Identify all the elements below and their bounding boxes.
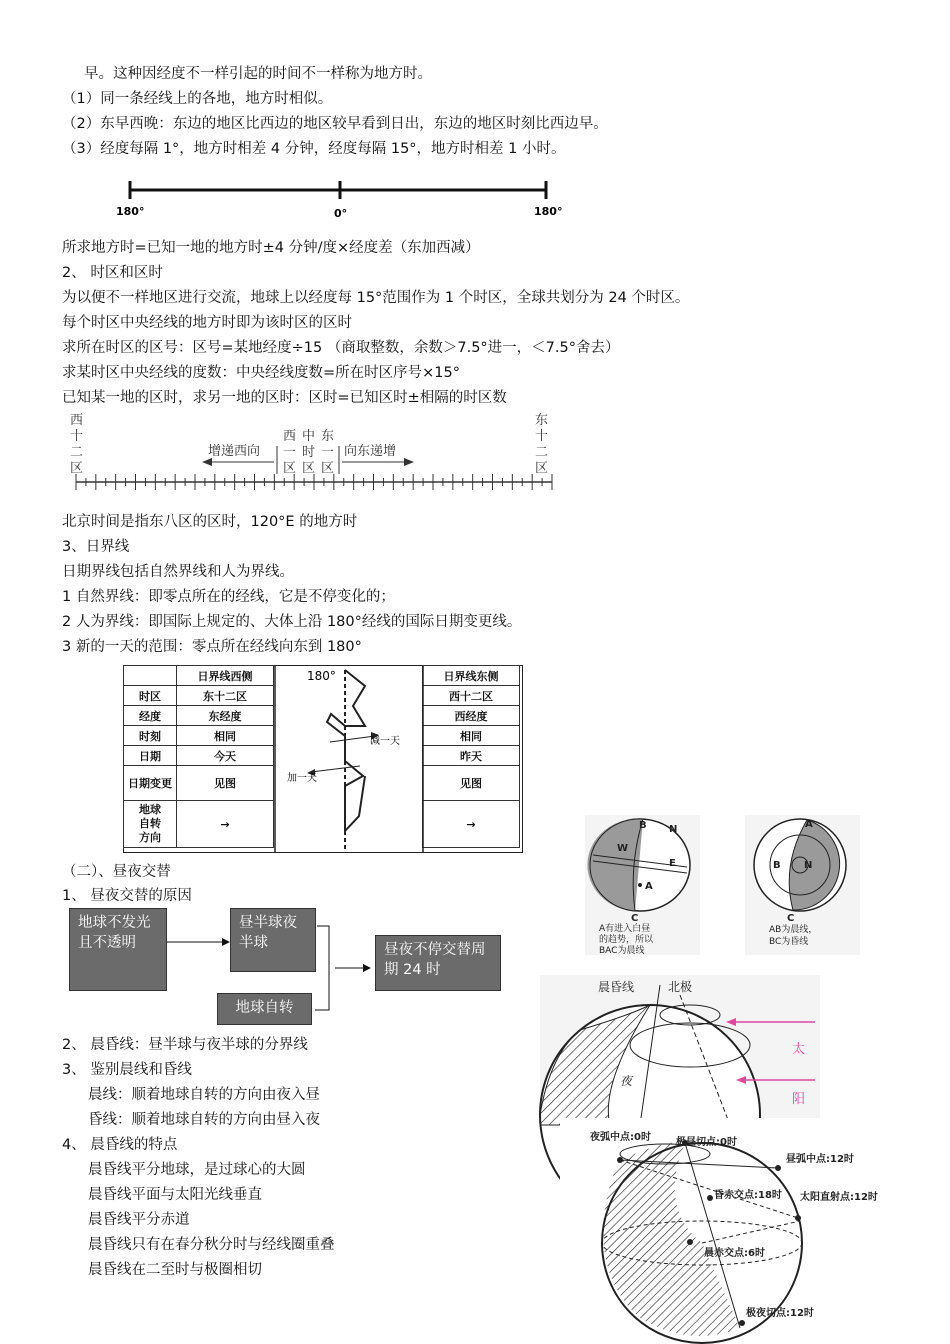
label-n: N xyxy=(804,860,813,871)
east-label-3: 二 xyxy=(535,445,549,460)
text-line: 昏线：顺着地球自转的方向由昼入夜 xyxy=(88,1112,320,1128)
row-right: 见图 xyxy=(423,766,520,801)
north-pole-label: 北极 xyxy=(668,980,693,994)
flow-box-day-night: 昼半球夜半球 xyxy=(230,908,316,972)
row-label: 时区 xyxy=(124,686,177,706)
flow-box-result: 昼夜不停交替周期 24 时 xyxy=(375,935,501,991)
head-180: 180° xyxy=(307,669,336,683)
west-label-4: 区 xyxy=(70,461,84,476)
text-line: 求所在时区的区号：区号=某地经度÷15 （商取整数，余数＞7.5°进一，＜7.5°舍去） xyxy=(62,340,620,356)
text-line: 2、 晨昏线：昼半球与夜半球的分界线 xyxy=(62,1037,308,1053)
row-label: 日期变更 xyxy=(124,766,177,801)
head-left: 日界线西侧 xyxy=(177,666,274,686)
night-mid-label: 夜弧中点:0时 xyxy=(590,1132,651,1143)
zone-col1-1: 西 xyxy=(283,429,297,444)
day-mid-label: 昼弧中点:12时 xyxy=(786,1154,854,1165)
polar-day-label: 极昼切点:0时 xyxy=(676,1137,737,1148)
west-label-2: 十 xyxy=(70,429,84,444)
text-line: 早。这种因经度不一样引起的时间不一样称为地方时。 xyxy=(84,66,432,82)
label-c: C xyxy=(631,913,639,924)
text-line: 北京时间是指东八区的区时，120°E 的地方时 xyxy=(62,514,358,530)
row-right: 西十二区 xyxy=(423,686,520,706)
polar-night-label: 极夜切点:12时 xyxy=(746,1308,814,1319)
text-line: （3）经度每隔 1°，地方时相差 4 分钟，经度每隔 15°，地方时相差 1 小时。 xyxy=(62,141,566,157)
row-right: 西经度 xyxy=(423,706,520,726)
text-line: 为以便不一样地区进行交流，地球上以经度每 15°范围作为 1 个时区，全球共划分为 24 个时区。 xyxy=(62,290,690,306)
text-line: （1）同一条经线上的各地，地方时相似。 xyxy=(62,91,333,107)
zone-col2-3: 区 xyxy=(302,461,316,476)
text-line: 日期界线包括自然界线和人为界线。 xyxy=(62,564,294,580)
row-left: 相同 xyxy=(177,726,274,746)
label-w: W xyxy=(617,843,629,854)
minus-day-label: 减一天 xyxy=(370,736,400,747)
text-line: 晨昏线平分地球，是过球心的大圆 xyxy=(88,1162,306,1178)
text-line: 所求地方时=已知一地的地方时±4 分钟/度×经度差（东加西减） xyxy=(62,240,480,256)
globe-1 xyxy=(585,815,705,960)
increase-west-label: 增递西向 xyxy=(208,444,261,459)
globe-2 xyxy=(745,815,865,960)
flow-arrows xyxy=(167,918,377,1018)
label-a: A xyxy=(805,819,813,830)
zone-col3-1: 东 xyxy=(321,429,335,444)
text-line: 1、 昼夜交替的原因 xyxy=(62,888,192,904)
east-label-1: 东 xyxy=(535,413,549,428)
zone-col2-2: 时 xyxy=(302,445,316,460)
text-line: 2 人为界线：即国际上规定的、大体上沿 180°经线的国际日期变更线。 xyxy=(62,614,522,630)
east-label-4: 区 xyxy=(535,461,549,476)
timezone-diagram xyxy=(62,410,572,500)
zone-col1-2: 一 xyxy=(283,445,297,460)
flow-box-rotation: 地球自转 xyxy=(217,993,312,1025)
zone-col2-1: 中 xyxy=(302,429,316,444)
text-line: 每个时区中央经线的地方时即为该时区的区时 xyxy=(62,315,352,331)
caption-line-1: A有进入白昼 xyxy=(599,924,651,934)
sun-label-1: 太 xyxy=(792,1042,806,1057)
text-line: 晨线：顺着地球自转的方向由夜入昼 xyxy=(88,1087,320,1103)
subsolar-label: 太阳直射点:12时 xyxy=(800,1192,878,1203)
text-line: 1 自然界线：即零点所在的经线，它是不停变化的； xyxy=(62,589,395,605)
text-line: 3 新的一天的范围：零点所在经线向东到 180° xyxy=(62,639,362,655)
longitude-axis xyxy=(110,176,580,226)
row-right: 相同 xyxy=(423,726,520,746)
dusk-node-label: 昏赤交点:18时 xyxy=(714,1190,782,1201)
text-line: 求某时区中央经线的度数：中央经线度数=所在时区序号×15° xyxy=(62,365,460,381)
zone-col3-2: 一 xyxy=(321,445,335,460)
row-label: 时刻 xyxy=(124,726,177,746)
night-label: 夜 xyxy=(620,1074,633,1088)
row-label: 地球自转方向 xyxy=(124,801,177,848)
sun-label-2: 阳 xyxy=(792,1092,806,1107)
section-heading: （二）、昼夜交替 xyxy=(62,864,171,880)
dateline-figure xyxy=(275,666,423,852)
zone-col1-3: 区 xyxy=(283,461,297,476)
label-n: N xyxy=(669,824,678,835)
caption-line-3: BAC为晨线 xyxy=(599,946,645,956)
row-left: 东十二区 xyxy=(177,686,274,706)
text-line: 晨昏线平面与太阳光线垂直 xyxy=(88,1187,262,1203)
row-left: 今天 xyxy=(177,746,274,766)
text-line: （2）东早西晚：东边的地区比西边的地区较早看到日出，东边的地区时刻比西边早。 xyxy=(62,116,608,132)
row-left: 东经度 xyxy=(177,706,274,726)
dawn-node-label: 晨赤交点:6时 xyxy=(704,1248,765,1259)
axis-mid-label: 0° xyxy=(334,207,348,220)
east-label-2: 十 xyxy=(535,429,549,444)
globe-4 xyxy=(560,1118,878,1344)
zone-col3-3: 区 xyxy=(321,461,335,476)
text-line: 晨昏线平分赤道 xyxy=(88,1212,190,1228)
row-label: 经度 xyxy=(124,706,177,726)
axis-right-label: 180° xyxy=(534,205,563,218)
label-b: B xyxy=(773,860,781,871)
section-heading: 2、 时区和区时 xyxy=(62,265,163,281)
text-line: 4、 晨昏线的特点 xyxy=(62,1137,178,1153)
label-c: C xyxy=(787,913,795,924)
row-left: → xyxy=(177,801,274,848)
axis-left-label: 180° xyxy=(116,205,145,218)
section-heading: 3、日界线 xyxy=(62,539,130,555)
text-line: 已知某一地的区时，求另一地的区时：区时=已知区时±相隔的时区数 xyxy=(62,390,507,406)
row-label: 日期 xyxy=(124,746,177,766)
text-line: 3、 鉴别晨线和昏线 xyxy=(62,1062,192,1078)
text-line: 晨昏线只有在春分秋分时与经线圈重叠 xyxy=(88,1237,335,1253)
label-e: E xyxy=(669,858,676,869)
west-label-1: 西 xyxy=(70,413,84,428)
row-right: 昨天 xyxy=(423,746,520,766)
label-a: A xyxy=(645,881,653,892)
text-line: 晨昏线在二至时与极圈相切 xyxy=(88,1262,262,1278)
caption-line-1: AB为晨线， xyxy=(769,925,818,935)
label-b: B xyxy=(639,820,647,831)
row-left: 见图 xyxy=(177,766,274,801)
increase-east-label: 向东递增 xyxy=(344,444,397,459)
globe-3 xyxy=(540,975,820,1125)
terminator-label: 晨昏线 xyxy=(598,980,635,994)
west-label-3: 二 xyxy=(70,445,84,460)
row-right: → xyxy=(423,801,520,848)
plus-day-label: 加一天 xyxy=(287,773,317,784)
head-right: 日界线东侧 xyxy=(423,666,520,686)
caption-line-2: BC为昏线 xyxy=(769,937,809,947)
caption-line-2: 的趋势，所以 xyxy=(599,935,654,945)
flow-box-earth: 地球不发光且不透明 xyxy=(69,908,167,991)
